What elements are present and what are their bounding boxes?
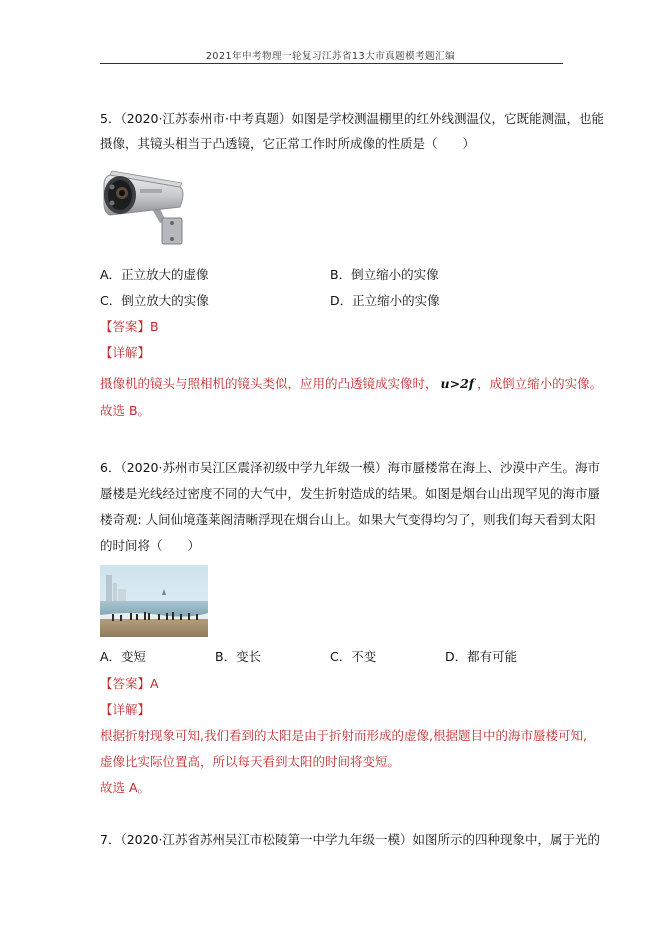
security-camera-photo <box>100 163 190 255</box>
q6-stem-line-2: 蜃楼是光线经过密度不同的大气中，发生折射造成的结果。如图是烟台山出现罕见的海市蜃 <box>100 486 601 501</box>
q5-option-b: B．倒立缩小的实像 <box>330 267 439 282</box>
q6-option-b: B．变长 <box>215 649 262 664</box>
q5-stem-line-2: 摄像，其镜头相当于凸透镜，它正常工作时所成像的性质是（ ） <box>100 136 476 151</box>
q5-option-d: D．正立缩小的实像 <box>330 293 440 308</box>
q6-detail-tag: 【详解】 <box>100 702 151 717</box>
q5-detail-text <box>100 375 602 393</box>
q5-formula: u>2f <box>440 376 475 391</box>
beach-mirage-photo <box>100 565 208 637</box>
q6-stem-line-3: 楼奇观: 人间仙境蓬莱阁清晰浮现在烟台山上。如果大气变得均匀了，则我们每天看到太阳 <box>100 512 596 527</box>
q5-option-c: C．倒立放大的实像 <box>100 293 209 308</box>
q6-option-a: A．变短 <box>100 649 147 664</box>
q5-conclusion: 故选 B。 <box>100 403 151 418</box>
header-rule <box>100 63 563 64</box>
q6-answer-tag: 【答案】 <box>100 676 151 691</box>
q5-answer-tag: 【答案】 <box>100 319 151 334</box>
q6-option-d: D．都有可能 <box>445 649 518 664</box>
q5-answer-line <box>100 318 159 336</box>
q7-stem-line-1: 7．（2020·江苏省苏州吴江市松陵第一中学九年级一模）如图所示的四种现象中，属于光的 <box>100 832 600 847</box>
q5-detail-part-2: ，成倒立缩小的实像。 <box>477 376 603 391</box>
q6-stem-line-1: 6．（2020·苏州市吴江区震泽初级中学九年级一模）海市蜃楼常在海上、沙漠中产生。海市 <box>100 460 600 475</box>
q6-detail-line-2: 虚像比实际位置高，所以每天看到太阳的时间将变短。 <box>100 754 401 769</box>
q5-detail-tag: 【详解】 <box>100 345 151 360</box>
q6-stem-line-4: 的时间将（ ） <box>100 538 201 553</box>
q5-option-a: A．正立放大的虚像 <box>100 267 209 282</box>
q6-answer-value: A <box>150 676 159 691</box>
q5-answer-value: B <box>150 319 159 334</box>
q6-detail-line-1: 根据折射现象可知,我们看到的太阳是由于折射而形成的虚像,根据题目中的海市蜃楼可知, <box>100 728 587 743</box>
q5-detail-part-1: 摄像机的镜头与照相机的镜头类似，应用的凸透镜成实像时， <box>100 376 438 391</box>
q6-option-c: C．不变 <box>330 649 377 664</box>
page-header: 2021年中考物理一轮复习江苏省13大市真题模考题汇编 <box>205 51 456 62</box>
q5-stem-line-1: 5．（2020·江苏泰州市·中考真题）如图是学校测温棚里的红外线测温仪，它既能测温，也能 <box>100 111 604 126</box>
q6-conclusion: 故选 A。 <box>100 780 151 795</box>
q6-answer-line <box>100 675 159 693</box>
